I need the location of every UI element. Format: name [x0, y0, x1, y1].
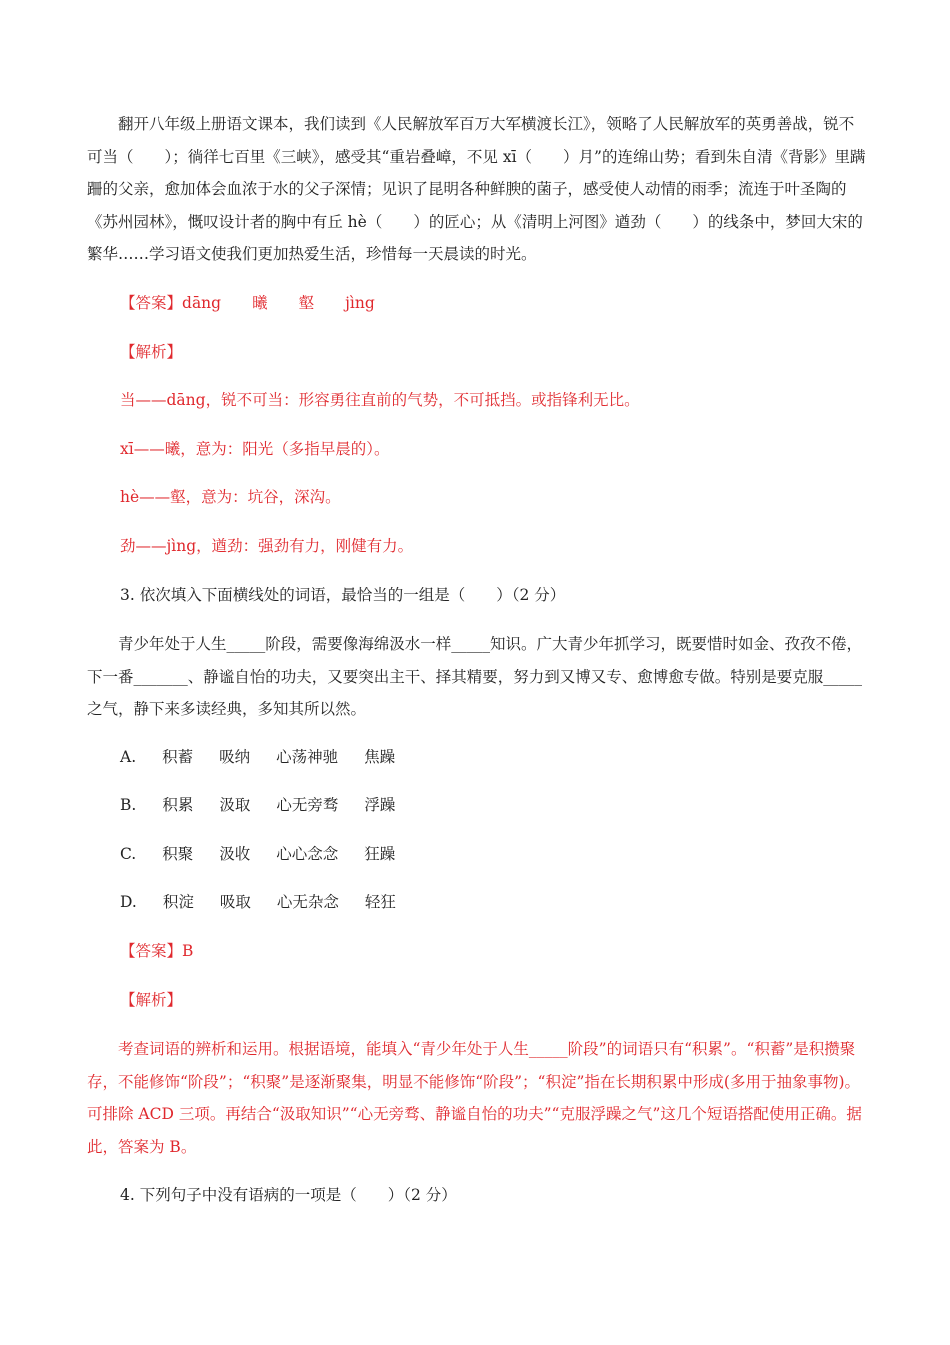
- option-word: 心无杂念: [276, 893, 339, 911]
- q2-analysis-label: 【解析】: [120, 343, 183, 361]
- option-word: 积聚: [162, 845, 194, 863]
- q3-question: 3. 依次填入下面横线处的词语，最恰当的一组是（ ）（2 分）: [120, 586, 566, 604]
- answer-label: 【答案】: [120, 942, 183, 960]
- option-b: [120, 793, 395, 817]
- q2-analysis-line: hè——壑，意为：坑谷，深沟。: [120, 488, 341, 506]
- option-word: 浮躁: [364, 796, 396, 814]
- reading-passage: 翻开八年级上册语文课本，我们读到《人民解放军百万大军横渡长江》，领略了人民解放军的英勇善战，锐不可当（ ）；徜徉七百里《三峡》，感受其“重岩叠嶂，不见 xī（ ）月”的连绵山势；看到朱自清《背影》里蹒跚的父亲，愈加体会血浓于水的父子深情；见识了昆明各种鲜腴的菌子，感受使人动情的雨季；流连于叶圣陶的《苏州园林》，慨叹设计者的胸中有丘 hè（ ）的匠心；从《清明上河图》遒劲（ ）的线条中，梦回大宋的繁华……学习语文使我们更加热爱生活，珍惜每一天晨读的时光。: [87, 115, 866, 263]
- option-letter: D.: [120, 893, 137, 911]
- option-letter: B.: [120, 796, 137, 814]
- option-word: 轻狂: [364, 893, 396, 911]
- option-word: 吸取: [219, 893, 251, 911]
- option-word: 心心念念: [276, 845, 339, 863]
- option-word: 狂躁: [364, 845, 396, 863]
- answer-text: B: [182, 942, 194, 960]
- option-word: 心荡神驰: [276, 748, 339, 766]
- option-word: 汲收: [219, 845, 251, 863]
- q2-analysis-line: xī——曦，意为：阳光（多指早晨的）。: [120, 440, 390, 458]
- option-word: 积累: [162, 796, 194, 814]
- option-word: 焦躁: [364, 748, 396, 766]
- option-d: [120, 890, 396, 914]
- option-letter: C.: [120, 845, 137, 863]
- option-word: 汲取: [219, 796, 251, 814]
- option-a: [120, 745, 395, 769]
- q2-answer: [120, 291, 375, 315]
- option-word: 积蓄: [162, 748, 194, 766]
- q3-passage: 青少年处于人生_____阶段，需要像海绵汲水一样_____知识。广大青少年抓学习，既要惜时如金、孜孜不倦，下一番_______、静谧自怡的功夫，又要突出主干、择其精要，努力到又博又专、愈博愈专做。特别是要克服_____之气，静下来多读经典，多知其所以然。: [87, 635, 863, 718]
- q2-analysis-line: 劲——jìng，遒劲：强劲有力，刚健有力。: [120, 537, 414, 555]
- q3-analysis: 考查词语的辨析和运用。根据语境，能填入“青少年处于人生_____阶段”的词语只有“积累”。“积蓄”是积攒聚存，不能修饰“阶段”；“积聚”是逐渐聚集，明显不能修饰“阶段”；“积淀”指在长期积累中形成(多用于抽象事物)。可排除 ACD 三项。再结合“汲取知识”“心无旁骛、静谧自怡的功夫”“克服浮躁之气”这几个短语搭配使用正确。据此，答案为 B。: [87, 1040, 862, 1156]
- q2-analysis-line: 当——dāng，锐不可当：形容勇往直前的气势，不可抵挡。或指锋利无比。: [120, 391, 640, 409]
- answer-text: dāng 曦 壑 jìng: [182, 294, 375, 312]
- q4-question: 4. 下列句子中没有语病的一项是（ ）（2 分）: [120, 1186, 457, 1204]
- option-c: [120, 842, 395, 866]
- q3-answer: [120, 939, 193, 963]
- answer-label: 【答案】: [120, 294, 183, 312]
- option-word: 心无旁骛: [276, 796, 339, 814]
- option-word: 积淀: [162, 893, 194, 911]
- option-letter: A.: [120, 748, 137, 766]
- q3-analysis-label: 【解析】: [120, 991, 183, 1009]
- option-word: 吸纳: [219, 748, 251, 766]
